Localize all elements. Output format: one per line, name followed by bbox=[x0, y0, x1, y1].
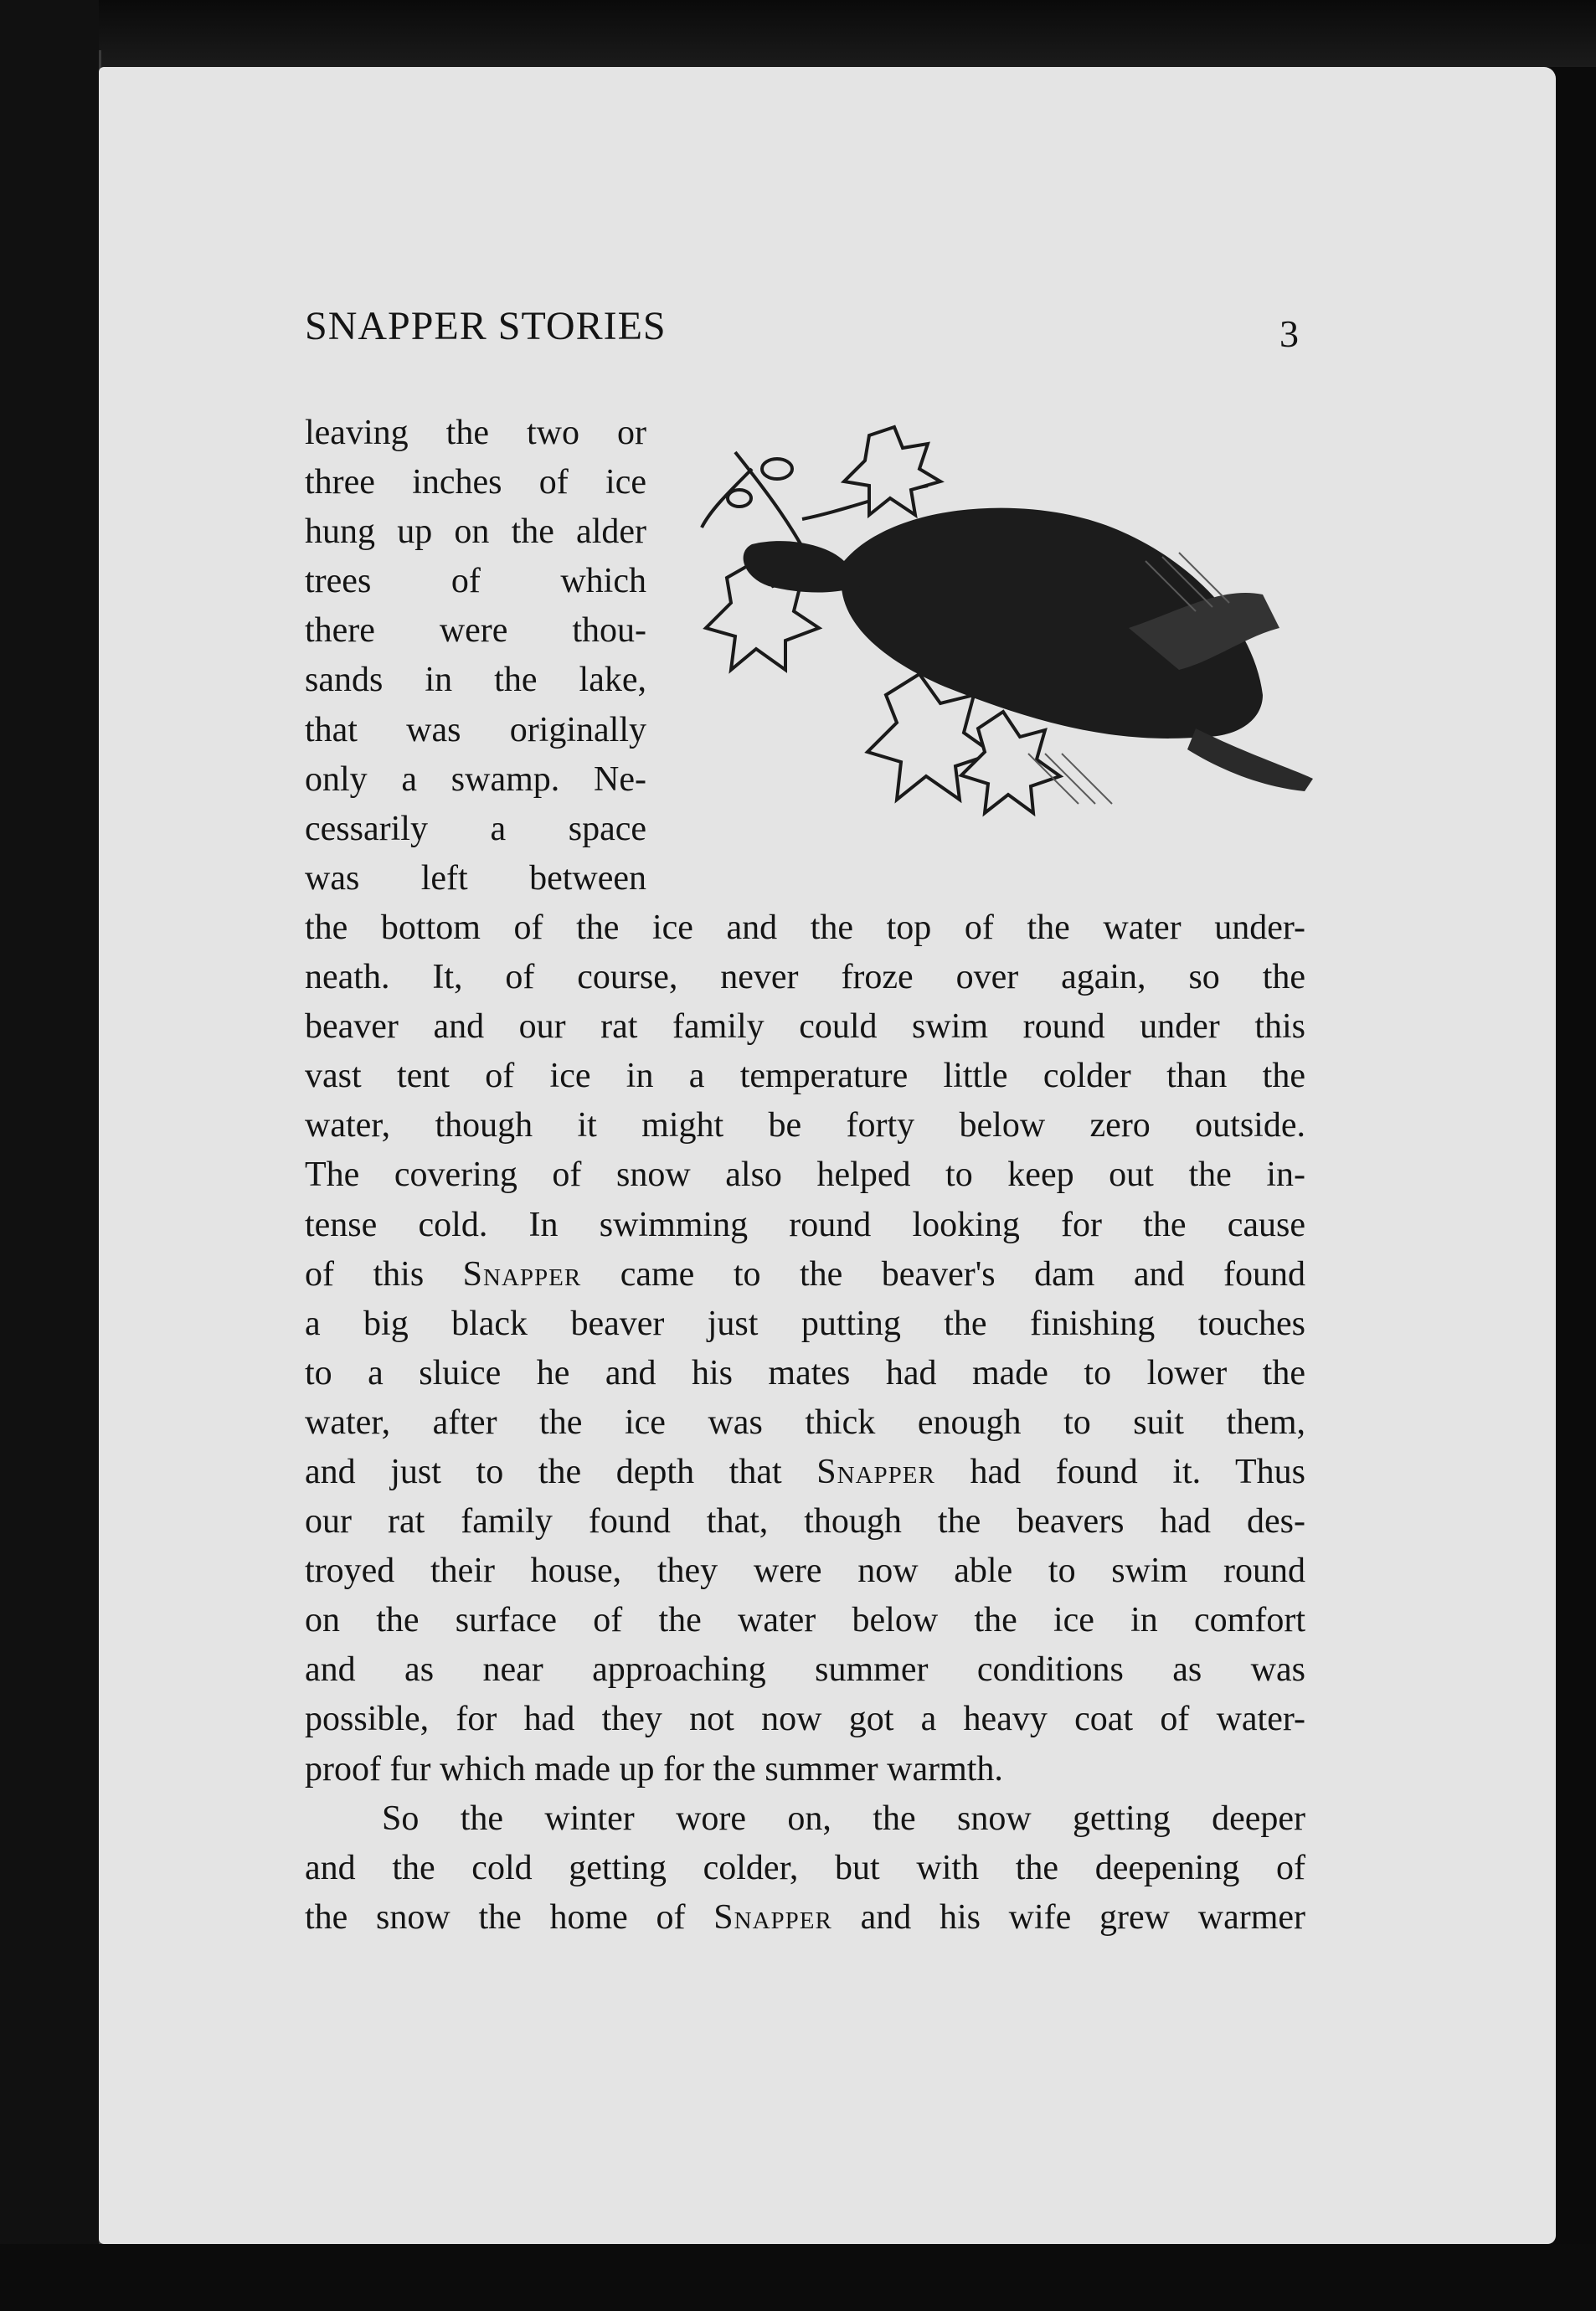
text-line: and as near approaching summer conditions as was bbox=[305, 1650, 1305, 1690]
text-line: water, though it might be forty below zero outside. bbox=[305, 1106, 1305, 1145]
text-line: was left between bbox=[305, 858, 646, 898]
snapper-name: Snapper bbox=[816, 1452, 935, 1491]
text-line: hung up on the alder bbox=[305, 512, 646, 552]
text-line bbox=[305, 1250, 1305, 1300]
text-line: that was originally bbox=[305, 710, 646, 749]
text-fragment: had found it. Thus bbox=[970, 1452, 1306, 1491]
text-line: only a swamp. Ne- bbox=[305, 759, 646, 799]
running-header: SNAPPER STORIES bbox=[305, 304, 667, 348]
snapper-name: Snapper bbox=[713, 1897, 832, 1937]
text-line: to a sluice he and his mates had made to lower the bbox=[305, 1353, 1305, 1392]
text-line: there were thou- bbox=[305, 611, 646, 651]
text-line: beaver and our rat family could swim round under this bbox=[305, 1007, 1305, 1047]
text-fragment: and his wife grew warmer bbox=[860, 1897, 1305, 1937]
text-line: three inches of ice bbox=[305, 463, 646, 502]
text-line: a big black beaver just putting the finishing touches bbox=[305, 1304, 1305, 1343]
scan-bottom-border bbox=[0, 2244, 1596, 2311]
text-line: tense cold. In swimming round looking for the cause bbox=[305, 1205, 1305, 1244]
scan-top-border bbox=[0, 0, 1596, 67]
page-number: 3 bbox=[1279, 312, 1299, 355]
text-line: water, after the ice was thick enough to suit them, bbox=[305, 1403, 1305, 1442]
body-text bbox=[305, 409, 1305, 1943]
snapper-name: Snapper bbox=[462, 1254, 582, 1294]
text-fragment: came to the beaver's dam and found bbox=[620, 1254, 1306, 1294]
text-line: So the winter wore on, the snow getting deeper bbox=[382, 1799, 1305, 1838]
text-line: leaving the two or bbox=[305, 414, 646, 452]
text-line: on the surface of the water below the ice in comfort bbox=[305, 1601, 1305, 1640]
text-line bbox=[305, 1893, 1305, 1943]
text-line: neath. It, of course, never froze over again, so the bbox=[305, 958, 1305, 997]
text-line: our rat family found that, though the beavers had des- bbox=[305, 1502, 1305, 1542]
text-line: The covering of snow also helped to keep out the in- bbox=[305, 1156, 1305, 1195]
text-line: vast tent of ice in a temperature little colder than the bbox=[305, 1057, 1305, 1096]
text-fragment: and just to the depth that bbox=[305, 1452, 782, 1491]
text-line: cessarily a space bbox=[305, 809, 646, 848]
text-line: troyed their house, they were now able to swim round bbox=[305, 1552, 1305, 1591]
text-line: sands in the lake, bbox=[305, 661, 646, 700]
text-line bbox=[305, 1448, 1305, 1497]
text-fragment: of this bbox=[305, 1254, 425, 1294]
text-line: trees of which bbox=[305, 562, 646, 601]
text-line: the bottom of the ice and the top of the water under- bbox=[305, 908, 1305, 947]
scan-spine bbox=[0, 0, 99, 2311]
text-line: proof fur which made up for the summer warmth. bbox=[305, 1749, 1003, 1789]
text-line: possible, for had they not now got a heavy coat of water- bbox=[305, 1700, 1305, 1739]
text-fragment: the snow the home of bbox=[305, 1897, 686, 1937]
text-line: and the cold getting colder, but with the deepening of bbox=[305, 1848, 1305, 1887]
